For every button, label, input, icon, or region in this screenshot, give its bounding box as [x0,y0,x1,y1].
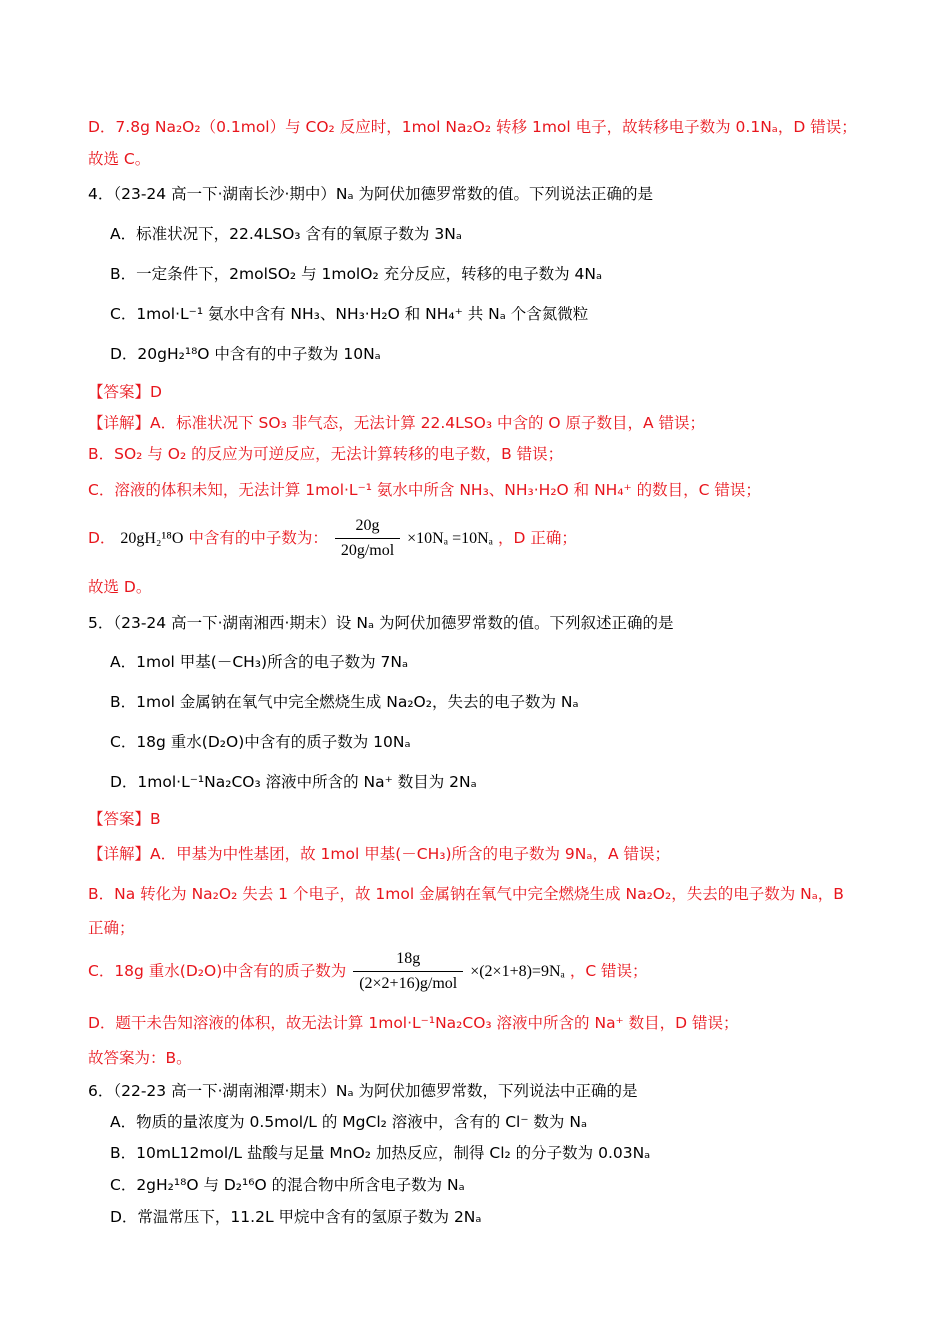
q4-option-d: D．20gH₂¹⁸O 中含有的中子数为 10Nₐ [110,345,381,363]
q4-explain-d-formula: 20gH₂¹⁸O [120,530,184,547]
q4-explain-d-math: ×10Nₐ =10Nₐ [407,530,494,547]
q3-conclusion: 故选 C。 [88,150,151,168]
q5-explain-b-cont: 正确； [88,919,135,937]
q4-explain-d-tail: ，D 正确； [497,529,577,547]
q4-explain-a: 【详解】A．标准状况下 SO₃ 非气态，无法计算 22.4LSO₃ 中含的 O 原子数目，A 错误； [88,414,706,432]
q5-explain-b: B．Na 转化为 Na₂O₂ 失去 1 个电子，故 1mol 金属钠在氧气中完全燃烧生成 Na₂O₂，失去的电子数为 Nₐ，B [88,885,844,903]
q4-conclusion: 故选 D。 [88,578,152,596]
q6-option-b: B．10mL12mol/L 盐酸与足量 MnO₂ 加热反应，制得 Cl₂ 的分子数为 0.03Nₐ [110,1144,651,1162]
q5-explain-c-text: C．18g 重水(D₂O)中含有的质子数为 [88,962,347,980]
q5-explain-c-math: ×(2×1+8)=9Nₐ [470,963,565,980]
q6-stem: 6．（22-23 高一下·湖南湘潭·期末）Nₐ 为阿伏加德罗常数，下列说法中正确的是 [88,1082,638,1100]
q4-stem: 4．（23-24 高一下·湖南长沙·期中）Nₐ 为阿伏加德罗常数的值。下列说法正确的是 [88,185,654,203]
q4-explain-d-fraction [335,516,400,561]
q6-option-a: A．物质的量浓度为 0.5mol/L 的 MgCl₂ 溶液中，含有的 Cl⁻ 数为 Nₐ [110,1113,588,1131]
q4-explain-d-prefix: D． [88,529,116,547]
q5-conclusion: 故答案为：B。 [88,1049,192,1067]
q5-option-c: C．18g 重水(D₂O)中含有的质子数为 10Nₐ [110,733,411,751]
q4-explain-b: B．SO₂ 与 O₂ 的反应为可逆反应，无法计算转移的电子数，B 错误； [88,445,564,463]
q5-explain-a: 【详解】A．甲基为中性基团，故 1mol 甲基(－CH₃)所含的电子数为 9Nₐ，A 错误； [88,845,670,863]
q5-fraction-denominator: (2×2+16)g/mol [359,975,458,992]
q5-option-d: D．1mol·L⁻¹Na₂CO₃ 溶液中所含的 Na⁺ 数目为 2Nₐ [110,773,477,791]
q4-option-c: C．1mol·L⁻¹ 氨水中含有 NH₃、NH₃·H₂O 和 NH₄⁺ 共 Nₐ 个含氮微粒 [110,305,589,323]
q5-explain-c [88,946,648,997]
q3-option-d-explanation: D．7.8g Na₂O₂（0.1mol）与 CO₂ 反应时，1mol Na₂O₂ 转移 1mol 电子，故转移电子数为 0.1Nₐ，D 错误； [88,118,857,136]
q4-answer: 【答案】D [88,383,162,401]
q5-explain-c-fraction [353,949,463,994]
q5-stem: 5．（23-24 高一下·湖南湘西·期末）设 Nₐ 为阿伏加德罗常数的值。下列叙述正确的是 [88,614,674,632]
q5-fraction-numerator: 18g [353,949,463,972]
q4-explain-d-text: 中含有的中子数为： [188,529,328,547]
q4-fraction-numerator: 20g [335,516,400,539]
q4-explain-c: C．溶液的体积未知，无法计算 1mol·L⁻¹ 氨水中所含 NH₃、NH₃·H₂O 和 NH₄⁺ 的数目，C 错误； [88,481,761,499]
q5-option-b: B．1mol 金属钠在氧气中完全燃烧生成 Na₂O₂，失去的电子数为 Nₐ [110,693,579,711]
q4-fraction-denominator: 20g/mol [340,542,395,559]
q6-option-d: D．常温常压下，11.2L 甲烷中含有的氢原子数为 2Nₐ [110,1208,482,1226]
q5-option-a: A．1mol 甲基(－CH₃)所含的电子数为 7Nₐ [110,653,409,671]
q4-option-b: B．一定条件下，2molSO₂ 与 1molO₂ 充分反应，转移的电子数为 4Nₐ [110,265,603,283]
q5-explain-d: D．题干未告知溶液的体积，故无法计算 1mol·L⁻¹Na₂CO₃ 溶液中所含的 Na⁺ 数目，D 错误； [88,1014,739,1032]
q6-option-c: C．2gH₂¹⁸O 与 D₂¹⁶O 的混合物中所含电子数为 Nₐ [110,1176,465,1194]
q5-answer: 【答案】B [88,810,161,828]
q5-explain-c-tail: ，C 错误； [569,962,648,980]
q4-option-a: A．标准状况下，22.4LSO₃ 含有的氧原子数为 3Nₐ [110,225,462,243]
q4-explain-d [88,514,577,563]
